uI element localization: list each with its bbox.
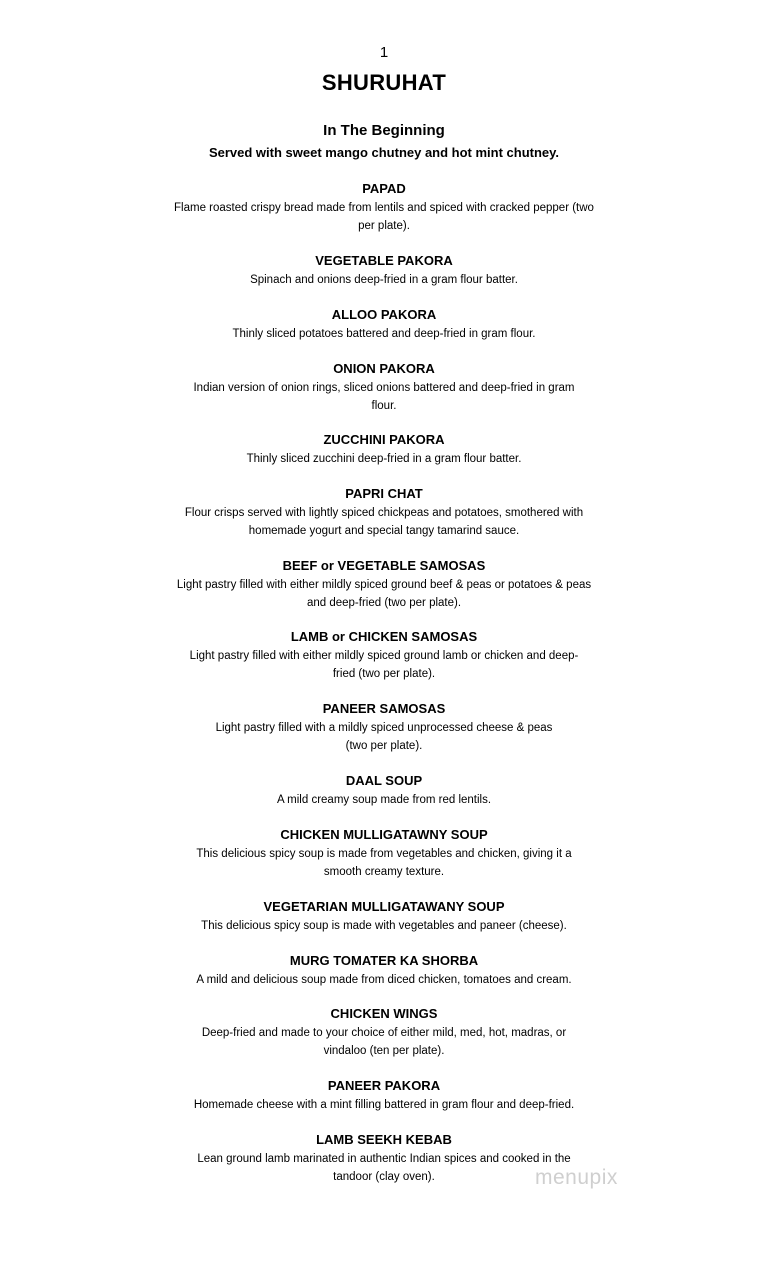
menu-item-description: A mild creamy soup made from red lentils.	[276, 794, 492, 806]
menu-item-daal-soup	[0, 772, 768, 809]
menu-item-papri-chat	[0, 485, 768, 540]
menu-item-paneer-pakora	[0, 1077, 768, 1114]
section-intro: Served with sweet mango chutney and hot mint chutney.	[208, 145, 560, 160]
menu-item-name: DAAL SOUP	[345, 773, 423, 788]
page-title: SHURUHAT	[321, 70, 447, 95]
menu-item-name: MURG TOMATER KA SHORBA	[289, 953, 479, 968]
page-number: 1	[379, 44, 389, 61]
menu-item-name: VEGETABLE PAKORA	[315, 253, 453, 268]
menu-item-description: Light pastry filled with either mildly spiced ground lamb or chicken and deep-fried (two per plate).	[189, 650, 579, 680]
menu-item-name: ZUCCHINI PAKORA	[323, 432, 445, 447]
menu-item-description: Indian version of onion rings, sliced onions battered and deep-fried in gram flour.	[193, 382, 575, 412]
menu-item-description: Homemade cheese with a mint filling battered in gram flour and deep-fried.	[193, 1099, 575, 1111]
menu-item-description: This delicious spicy soup is made with vegetables and paneer (cheese).	[201, 920, 567, 932]
menu-item-name: ONION PAKORA	[333, 361, 435, 376]
menu-item-lamb-seekh-kebab	[0, 1131, 768, 1186]
menupix-watermark: menupix	[535, 1166, 618, 1189]
menu-item-name: PANEER PAKORA	[327, 1078, 441, 1093]
menu-item-name: CHICKEN WINGS	[330, 1006, 438, 1021]
menu-item-description: Thinly sliced zucchini deep-fried in a gram flour batter.	[246, 453, 522, 465]
menu-item-description: Deep-fried and made to your choice of either mild, med, hot, madras, or vindaloo (ten per plate).	[201, 1027, 567, 1057]
menu-item-description: Thinly sliced potatoes battered and deep-fried in gram flour.	[232, 328, 536, 340]
menu-item-description: Spinach and onions deep-fried in a gram flour batter.	[250, 274, 518, 286]
menu-item-name: PAPAD	[362, 181, 406, 196]
menu-item-name: CHICKEN MULLIGATAWNY SOUP	[280, 827, 488, 842]
menu-item-vegetable-pakora	[0, 252, 768, 289]
menu-item-alloo-pakora	[0, 306, 768, 343]
menu-item-name: PAPRI CHAT	[345, 486, 423, 501]
menu-item-description: Light pastry filled with either mildly spiced ground beef & peas or potatoes & peas and deep-fried (two per plate).	[176, 579, 592, 609]
menu-item-name: PANEER SAMOSAS	[322, 701, 446, 716]
menu-item-onion-pakora	[0, 360, 768, 415]
menu-item-papad	[0, 180, 768, 235]
menu-item-description: Light pastry filled with a mildly spiced unprocessed cheese & peas (two per plate).	[215, 722, 553, 752]
menu-item-name: LAMB SEEKH KEBAB	[316, 1132, 452, 1147]
menu-item-murg-tomater-ka-shorba	[0, 952, 768, 989]
menu-item-name: ALLOO PAKORA	[331, 307, 437, 322]
menu-item-description: Flame roasted crispy bread made from lentils and spiced with cracked pepper (two per plate).	[174, 202, 594, 232]
menu-item-lamb-or-chicken-samosas	[0, 628, 768, 683]
menu-item-zucchini-pakora	[0, 431, 768, 468]
menu-item-vegetarian-mulligatawany-soup	[0, 898, 768, 935]
menu-item-description: Lean ground lamb marinated in authentic Indian spices and cooked in the tandoor (clay oven).	[197, 1153, 571, 1183]
menu-item-name: BEEF or VEGETABLE SAMOSAS	[282, 558, 486, 573]
menu-item-name: VEGETARIAN MULLIGATAWANY SOUP	[263, 899, 505, 914]
menu-item-description: A mild and delicious soup made from diced chicken, tomatoes and cream.	[196, 974, 572, 986]
menu-item-beef-or-vegetable-samosas	[0, 557, 768, 612]
menu-item-description: This delicious spicy soup is made from vegetables and chicken, giving it a smooth creamy texture.	[196, 848, 572, 878]
menu-item-chicken-mulligatawny-soup	[0, 826, 768, 881]
menu-item-chicken-wings	[0, 1005, 768, 1060]
section-subtitle: In The Beginning	[323, 122, 445, 139]
menu-item-description: Flour crisps served with lightly spiced chickpeas and potatoes, smothered with homemade yogurt and special tangy tamarind sauce.	[184, 507, 584, 537]
menu-item-paneer-samosas	[0, 700, 768, 755]
menu-item-name: LAMB or CHICKEN SAMOSAS	[290, 629, 478, 644]
